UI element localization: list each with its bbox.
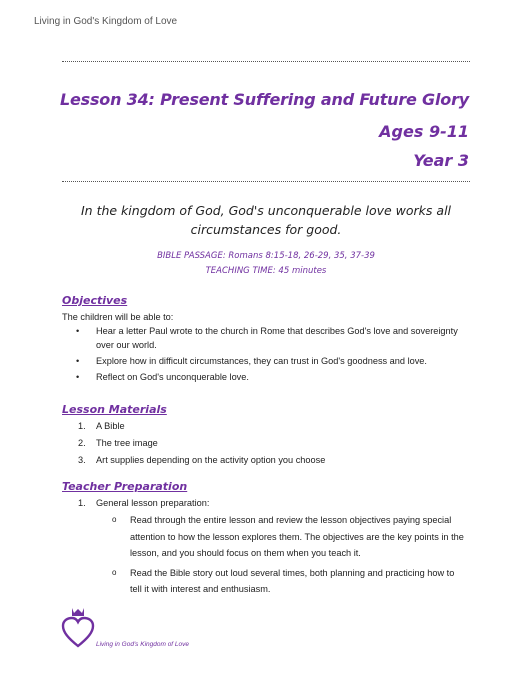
list-item: [76, 324, 468, 352]
preparation-text: General lesson preparation:: [96, 498, 210, 508]
list-item: [76, 370, 468, 384]
material-text: A Bible: [96, 421, 125, 431]
objective-text: Reflect on God's unconquerable love.: [96, 372, 249, 382]
list-item: [78, 436, 468, 450]
bullet-marker: •: [76, 372, 80, 382]
lesson-theme: In the kingdom of God, God's unconquerable love works all circumstances for good.: [80, 203, 452, 237]
age-range: Ages 9-11: [379, 122, 469, 141]
crown-heart-icon: [60, 604, 96, 650]
sub-bullet-marker: o: [112, 515, 117, 524]
list-item: [76, 354, 468, 368]
material-text: Art supplies depending on the activity option you choose: [96, 455, 326, 465]
preparation-sub-list: [112, 512, 468, 601]
list-number: 2.: [78, 438, 86, 448]
objective-text: Explore how in difficult circumstances, they can trust in God's goodness and love.: [96, 356, 427, 366]
list-number: 1.: [78, 498, 86, 508]
objectives-intro: The children will be able to:: [62, 312, 174, 322]
bible-passage: BIBLE PASSAGE: Romans 8:15-18, 26-29, 35, 37-39: [157, 251, 375, 261]
sub-bullet-marker: o: [112, 567, 117, 577]
list-number: 1.: [78, 421, 86, 431]
footer-text: Living in God's Kingdom of Love: [96, 641, 190, 648]
list-item: [78, 419, 468, 433]
lesson-title: Lesson 34: Present Suffering and Future Glory: [59, 90, 469, 109]
objectives-heading: Objectives: [62, 294, 128, 307]
dotted-rule-top: [62, 61, 470, 62]
material-text: The tree image: [96, 438, 158, 448]
materials-heading: Lesson Materials: [62, 403, 167, 416]
list-item: [112, 512, 468, 562]
objective-text: Hear a letter Paul wrote to the church in Rome that describes God's love and sovereignty over our world.: [96, 326, 458, 350]
running-header: Living in God's Kingdom of Love: [34, 16, 178, 27]
objectives-list: [76, 324, 468, 386]
teaching-time: TEACHING TIME: 45 minutes: [205, 266, 327, 276]
bullet-marker: •: [76, 356, 80, 366]
list-number: 3.: [78, 455, 86, 465]
list-item: [78, 453, 468, 467]
bullet-marker: •: [76, 326, 80, 336]
sub-item-text: Read through the entire lesson and review the lesson objectives paying special attention to how the lesson explores them. The objectives are the key points in the lesson, and you should focus on them when you teach it.: [130, 515, 464, 558]
preparation-heading: Teacher Preparation: [62, 480, 188, 493]
year-label: Year 3: [413, 151, 469, 170]
dotted-rule-bottom: [62, 181, 470, 182]
list-item: [112, 565, 468, 598]
sub-item-text: Read the Bible story out loud several times, both planning and practicing how to tell it with interest and enthusiasm.: [130, 567, 455, 594]
materials-list: [78, 419, 468, 470]
preparation-item: [78, 496, 468, 510]
